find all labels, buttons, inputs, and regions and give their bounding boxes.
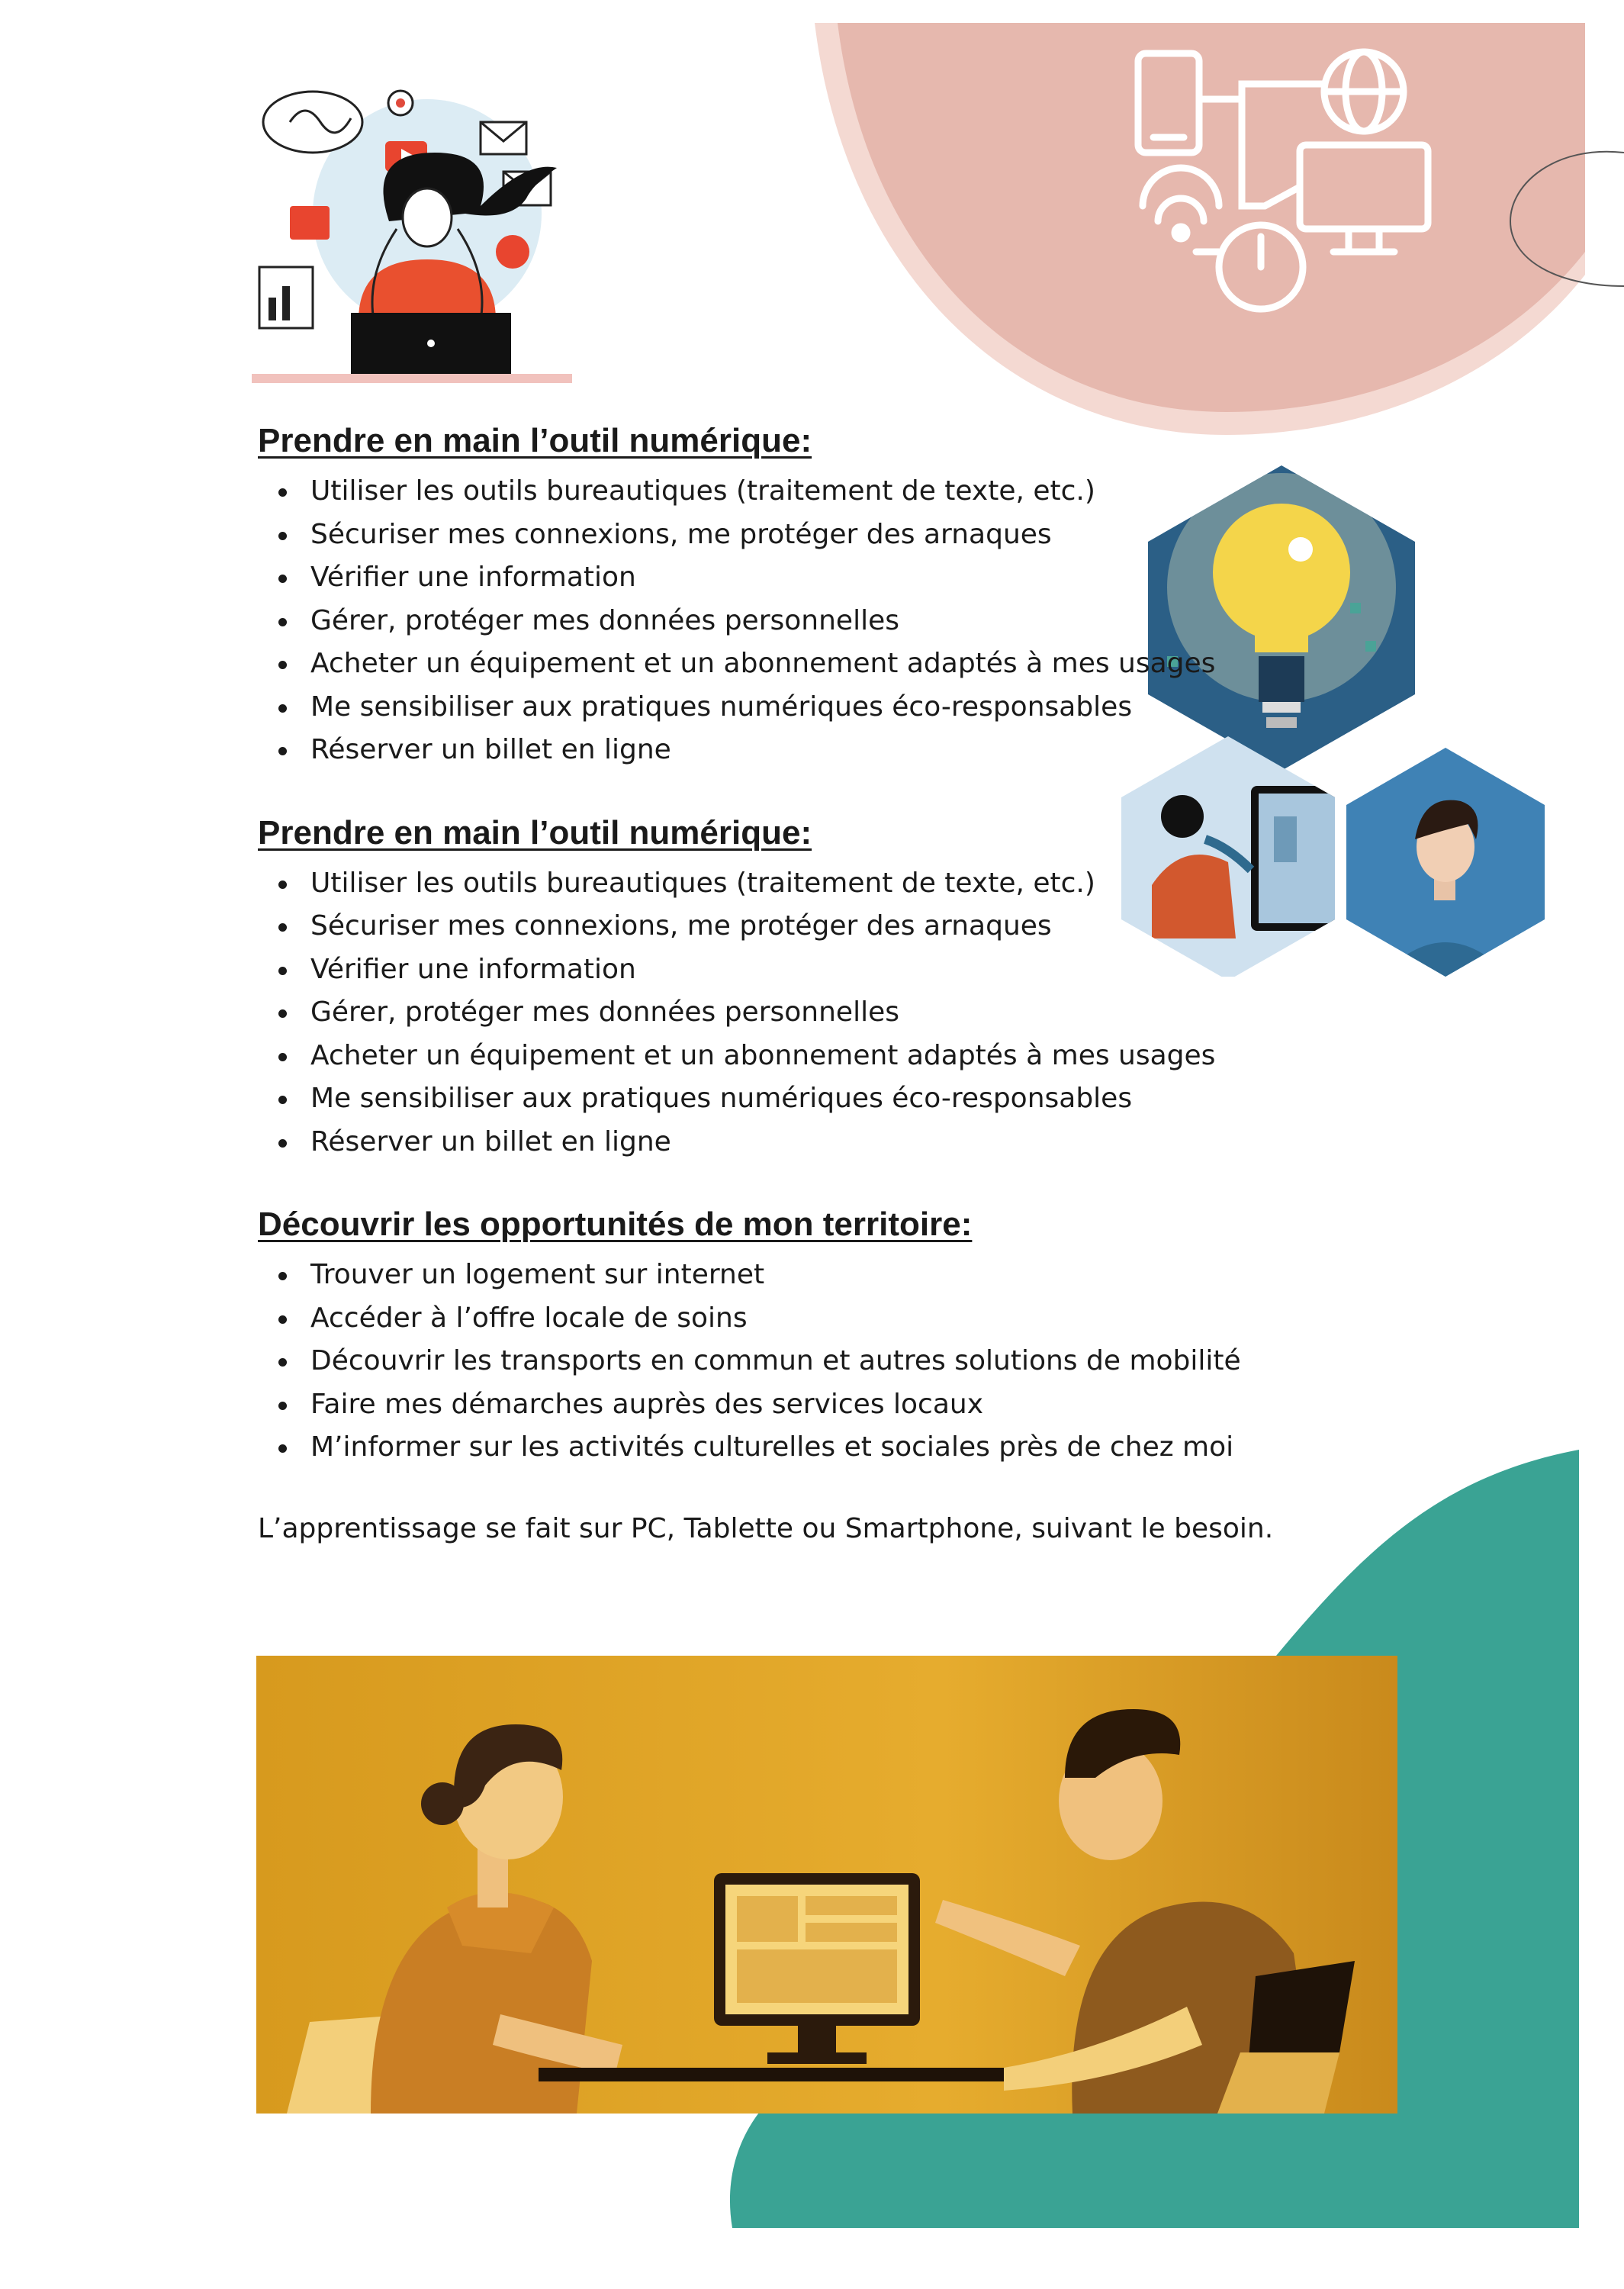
section-title: Découvrir les opportunités de mon territoire:	[258, 1206, 973, 1243]
bullet-list	[258, 1254, 1249, 1470]
list-item: Réserver un billet en ligne	[258, 729, 1249, 772]
section-territory	[258, 1202, 1249, 1470]
section-digital-tools-2	[258, 810, 1249, 1164]
list-item: Découvrir les transports en commun et autres solutions de mobilité	[258, 1340, 1249, 1383]
list-item: Gérer, protéger mes données personnelles	[258, 991, 1249, 1035]
list-item: Sécuriser mes connexions, me protéger des arnaques	[258, 905, 1249, 948]
list-item: M’informer sur les activités culturelles et sociales près de chez moi	[258, 1426, 1249, 1470]
bullet-list	[258, 862, 1249, 1164]
pink-header-shape	[815, 23, 1585, 450]
list-item: Me sensibiliser aux pratiques numériques éco-responsables	[258, 686, 1249, 729]
list-item: Gérer, protéger mes données personnelles	[258, 600, 1249, 643]
list-item: Réserver un billet en ligne	[258, 1121, 1249, 1164]
list-item: Me sensibiliser aux pratiques numériques éco-responsables	[258, 1077, 1249, 1121]
list-item: Vérifier une information	[258, 948, 1249, 992]
list-item: Sécuriser mes connexions, me protéger des arnaques	[258, 513, 1249, 557]
list-item: Acheter un équipement et un abonnement adaptés à mes usages	[258, 1035, 1249, 1078]
bullet-list	[258, 470, 1249, 772]
section-title: Prendre en main l’outil numérique:	[258, 422, 812, 459]
list-item: Utiliser les outils bureautiques (traitement de texte, etc.)	[258, 862, 1249, 906]
list-item: Accéder à l’offre locale de soins	[258, 1297, 1249, 1341]
decorative-arc	[1480, 145, 1624, 298]
list-item: Vérifier une information	[258, 556, 1249, 600]
section-digital-tools-1	[258, 418, 1249, 772]
list-item: Utiliser les outils bureautiques (traitement de texte, etc.)	[258, 470, 1249, 513]
footer-note: L’apprentissage se fait sur PC, Tablette ou Smartphone, suivant le besoin.	[258, 1512, 1274, 1544]
overwhelmed-person-illustration	[252, 69, 572, 389]
people-at-computer-illustration	[256, 1656, 1397, 2114]
section-title: Prendre en main l’outil numérique:	[258, 813, 812, 852]
man-portrait-illustration	[1343, 740, 1548, 977]
main-content	[258, 418, 1274, 1550]
list-item: Trouver un logement sur internet	[258, 1254, 1249, 1297]
list-item: Acheter un équipement et un abonnement adaptés à mes usages	[258, 642, 1249, 686]
list-item: Faire mes démarches auprès des services locaux	[258, 1383, 1249, 1427]
